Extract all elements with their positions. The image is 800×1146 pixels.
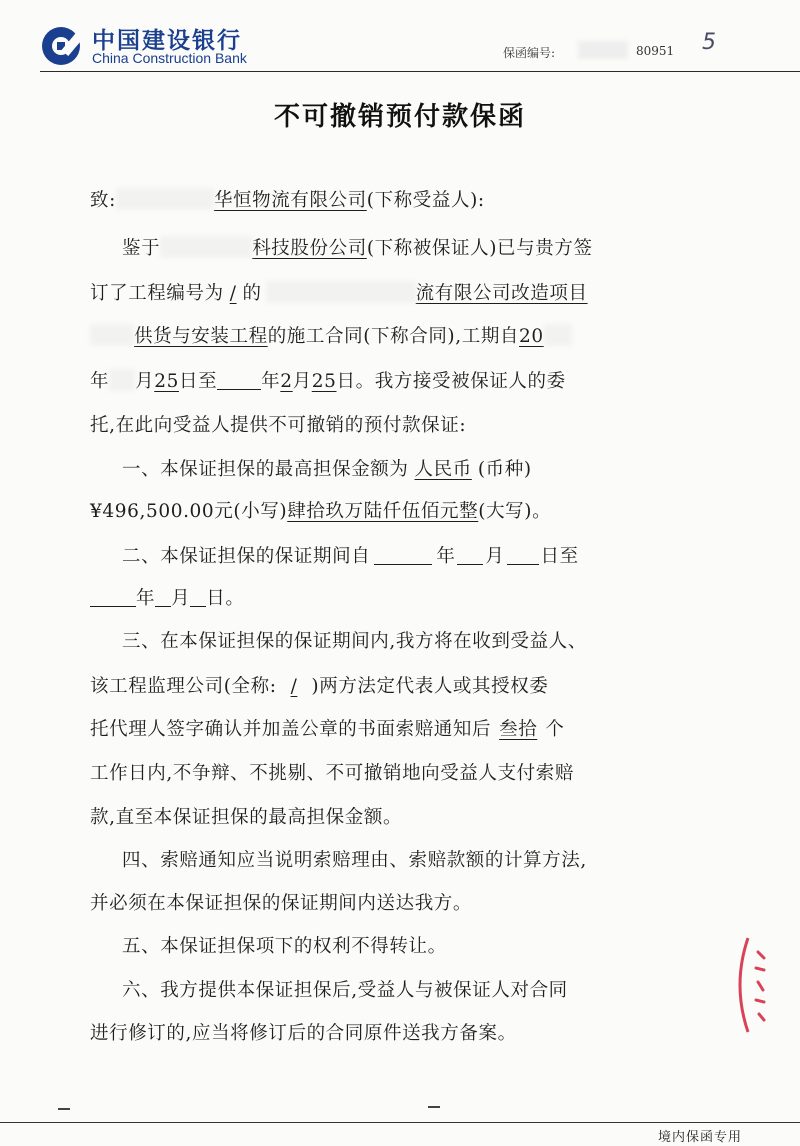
redaction-block	[90, 324, 134, 346]
text-line: 工作日内,不争辩、不挑剔、不可撤销地向受益人支付索赔	[90, 763, 574, 784]
document-title: 不可撤销预付款保函	[273, 102, 526, 132]
text-segment: 的施工合同(下称合同),工期自	[267, 326, 520, 347]
footer-divider	[0, 1122, 800, 1123]
header-divider	[40, 71, 800, 72]
text-line: 款,直至本保证担保的最高担保金额。	[90, 807, 403, 828]
text-segment: 一、本保证担保的最高担保金额为	[122, 459, 409, 480]
text-segment: 日至	[540, 546, 579, 567]
blank-field	[217, 371, 261, 390]
project-scope: 供货与安装工程	[134, 326, 268, 347]
blank-field	[90, 588, 136, 607]
recipient-prefix: 致:	[90, 190, 116, 211]
supervisor-name: /	[290, 676, 298, 697]
text-segment: 月	[135, 371, 155, 392]
end-day: 25	[311, 371, 337, 392]
text-segment: 年	[136, 588, 156, 609]
clause-4-line: 四、索赔通知应当说明索赔理由、索赔款额的计算方法,	[122, 850, 587, 871]
beneficiary-note: (下称受益人):	[366, 190, 485, 211]
text-segment: 该工程监理公司(全称:	[90, 676, 277, 697]
text-line	[90, 715, 564, 741]
seal-stamp-icon	[728, 930, 800, 1040]
text-line	[122, 234, 593, 260]
text-segment: 月	[171, 588, 191, 609]
start-day: 25	[154, 371, 179, 392]
redaction-block	[116, 188, 214, 210]
text-segment: 月	[292, 371, 312, 392]
start-year: 20	[519, 326, 544, 347]
text-line: 托,在此向受益人提供不可撤销的预付款保证:	[90, 415, 467, 436]
guarantee-number-label: 保函编号:	[503, 46, 556, 60]
redaction-block	[266, 281, 416, 303]
text-segment: (币种)	[477, 459, 532, 480]
text-line: 并必须在本保证担保的保证期间内送达我方。	[90, 893, 473, 914]
currency: 人民币	[414, 459, 472, 480]
text-segment: 鉴于	[122, 238, 161, 259]
bank-name-en: China Construction Bank	[92, 50, 247, 66]
recipient-line	[90, 186, 485, 212]
text-segment: 年	[261, 371, 281, 392]
text-segment: 月	[485, 546, 505, 567]
bank-name-cn: 中国建设银行	[92, 28, 242, 54]
project-name: 流有限公司改造项目	[415, 283, 588, 304]
handwritten-page-mark: 5	[702, 30, 716, 55]
blank-field	[457, 546, 483, 565]
text-line	[90, 672, 548, 698]
blank-field	[374, 546, 432, 565]
text-line	[90, 367, 566, 393]
text-segment: 的	[242, 283, 262, 304]
text-line	[90, 322, 572, 348]
blank-field	[155, 588, 171, 607]
beneficiary-name: 华恒物流有限公司	[213, 190, 367, 211]
principal-name: 科技股份公司	[252, 238, 367, 259]
ccb-logo-icon	[40, 25, 82, 67]
clause-1-line	[122, 455, 532, 481]
redaction-block	[578, 41, 628, 59]
text-segment: 元(小写)	[214, 501, 288, 522]
text-line: 进行修订的,应当将修订后的合同原件送我方备案。	[90, 1023, 517, 1044]
clause-3-line: 三、在本保证担保的保证期间内,我方将在收到受益人、	[122, 631, 587, 652]
end-month: 2	[280, 371, 293, 392]
text-line	[90, 279, 588, 305]
working-days: 叁拾	[499, 719, 538, 740]
project-number: /	[229, 283, 237, 304]
clause-2-line	[122, 542, 579, 568]
text-segment: 日至	[178, 371, 218, 392]
text-segment: 个	[545, 719, 565, 740]
amount-words: 肆拾玖万陆仟伍佰元整	[287, 501, 479, 522]
text-line	[90, 584, 244, 610]
text-segment: (下称被保证人)已与贵方签	[366, 238, 593, 259]
clause-5-line: 五、本保证担保项下的权利不得转让。	[122, 936, 447, 957]
page-mark	[428, 1106, 440, 1108]
text-segment: 年	[436, 546, 456, 567]
amount-line	[90, 497, 551, 523]
text-segment: 日。我方接受被保证人的委	[336, 371, 566, 392]
text-segment: 订了工程编号为	[90, 283, 224, 304]
blank-field	[190, 588, 206, 607]
clause-6-line: 六、我方提供本保证担保后,受益人与被保证人对合同	[122, 980, 568, 1001]
redaction-block	[544, 324, 572, 346]
page-mark	[58, 1108, 70, 1110]
redaction-block	[109, 369, 135, 391]
text-segment: )两方法定代表人或其授权委	[311, 676, 549, 697]
footer-note: 境内保函专用	[657, 1130, 742, 1145]
text-segment: (大写)。	[478, 501, 552, 522]
text-segment: 年	[90, 371, 110, 392]
text-segment: 二、本保证担保的保证期间自	[122, 546, 371, 567]
text-segment: 托代理人签字确认并加盖公章的书面索赔通知后	[90, 719, 492, 740]
blank-field	[507, 546, 539, 565]
text-segment: 日。	[206, 588, 245, 609]
redaction-block	[160, 236, 252, 258]
guarantee-number: 80951	[636, 44, 675, 58]
amount-figures: ¥496,500.00	[90, 501, 215, 522]
